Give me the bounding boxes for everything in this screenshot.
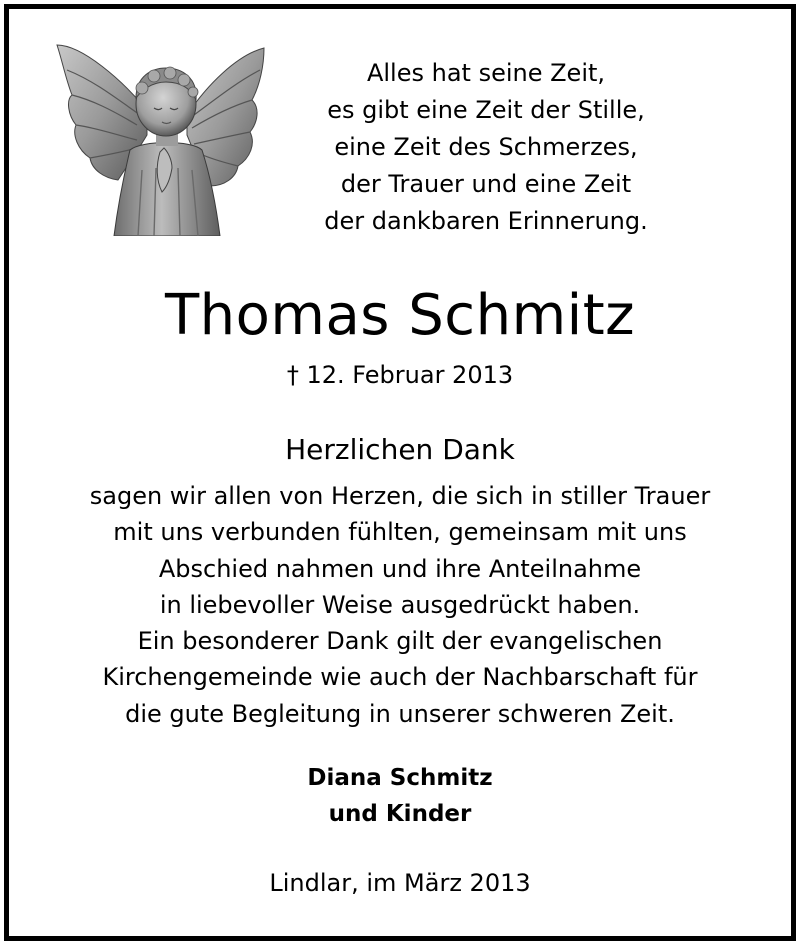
motto-line: der dankbaren Erinnerung. (324, 207, 648, 235)
motto-verse (286, 55, 686, 240)
thanks-line: mit uns verbunden fühlten, gemeinsam mit uns (113, 518, 687, 547)
thanks-line: sagen wir allen von Herzen, die sich in stiller Trauer (89, 482, 711, 510)
thanks-line: Ein besonderer Dank gilt der evangelischen (137, 627, 663, 656)
motto-line: es gibt eine Zeit der Stille, (327, 96, 645, 124)
thanks-text (30, 478, 770, 732)
thanks-line: in liebevoller Weise ausgedrückt haben. (159, 590, 641, 619)
place-date: Lindlar, im März 2013 (269, 869, 531, 897)
death-date: † 12. Februar 2013 (286, 361, 514, 389)
motto-line: Alles hat seine Zeit, (366, 59, 606, 87)
praying-angel-icon (52, 40, 270, 236)
thanks-line: die gute Begleitung in unserer schweren Zeit. (125, 699, 675, 728)
thanks-line: Kirchengemeinde wie auch der Nachbarschaft für (102, 663, 698, 692)
deceased-name: Thomas Schmitz (164, 283, 636, 348)
thanks-heading: Herzlichen Dank (285, 433, 515, 466)
signature (0, 760, 800, 832)
signature-line: Diana Schmitz (307, 765, 493, 791)
signature-line: und Kinder (328, 801, 472, 827)
motto-line: der Trauer und eine Zeit (340, 170, 632, 198)
motto-line: eine Zeit des Schmerzes, (334, 133, 638, 161)
thanks-line: Abschied nahmen und ihre Anteilnahme (158, 554, 642, 583)
